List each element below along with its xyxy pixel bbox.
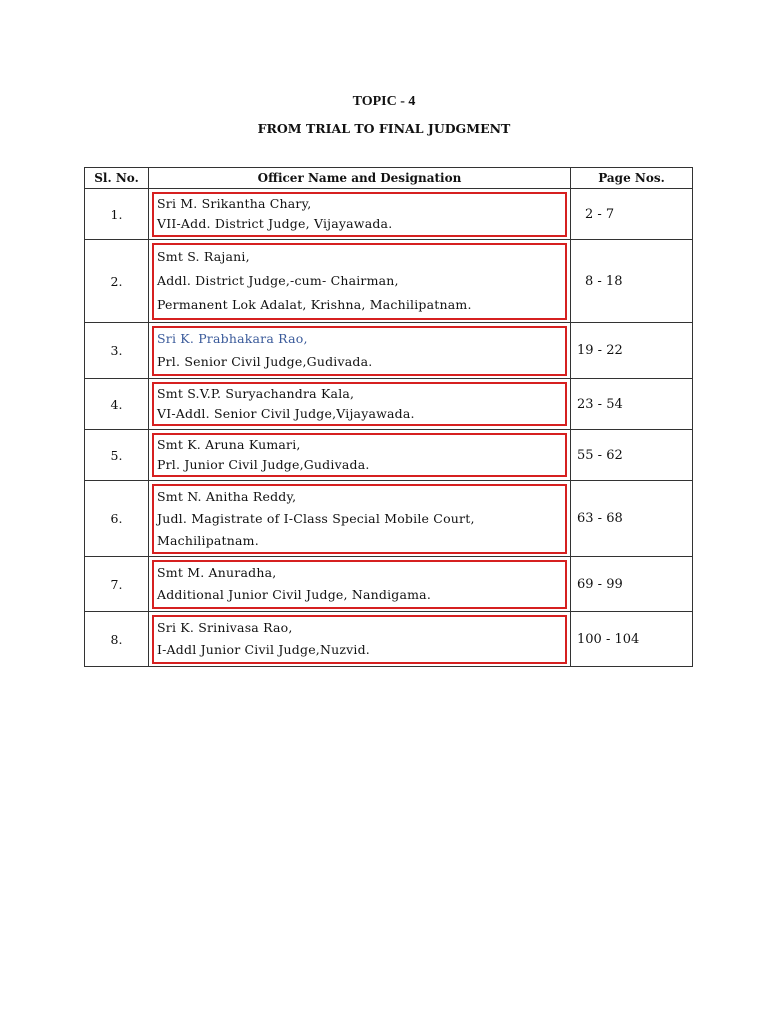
officer-designation: VII-Add. District Judge, Vijayawada. [157, 216, 393, 232]
page-numbers: 2 - 7 [571, 189, 693, 240]
officer-designation: Machilipatnam. [157, 532, 259, 548]
page-numbers: 23 - 54 [571, 379, 693, 430]
officer-name: Smt S.V.P. Suryachandra Kala, [157, 386, 355, 401]
serial-number: 1. [85, 189, 149, 240]
officer-cell [149, 240, 571, 323]
officer-cell [149, 557, 571, 612]
table-row [85, 481, 693, 557]
serial-number: 2. [85, 240, 149, 323]
serial-number: 5. [85, 430, 149, 481]
officer-name: Smt S. Rajani, [157, 248, 250, 264]
highlight-box [152, 192, 567, 237]
table-row [85, 557, 693, 612]
officer-name: Sri M. Srikantha Chary, [157, 195, 312, 211]
officer-name: Sri K. Prabhakara Rao, [157, 331, 308, 346]
officer-name: Smt M. Anuradha, [157, 564, 277, 580]
serial-number: 3. [85, 323, 149, 379]
highlight-box [152, 484, 567, 554]
page-numbers: 63 - 68 [571, 481, 693, 557]
officer-cell [149, 612, 571, 667]
officer-cell [149, 189, 571, 240]
officer-name: Sri K. Srinivasa Rao, [157, 619, 293, 635]
officer-designation: Judl. Magistrate of I-Class Special Mobile Court, [157, 510, 475, 526]
topic-heading: TOPIC - 4 [352, 94, 416, 109]
highlight-box [152, 382, 567, 426]
header-sl-no: Sl. No. [85, 168, 149, 189]
serial-number: 6. [85, 481, 149, 557]
officer-designation: Additional Junior Civil Judge, Nandigama. [157, 587, 432, 603]
highlight-box [152, 326, 567, 376]
serial-number: 8. [85, 612, 149, 667]
header-officer-name: Officer Name and Designation [149, 168, 571, 189]
officer-designation: VI-Addl. Senior Civil Judge,Vijayawada. [157, 406, 415, 421]
document-title: FROM TRIAL TO FINAL JUDGMENT [257, 121, 511, 136]
highlight-box [152, 243, 567, 320]
officer-cell [149, 430, 571, 481]
header-page-nos: Page Nos. [571, 168, 693, 189]
officer-table [84, 167, 693, 667]
officer-name: Smt N. Anitha Reddy, [157, 488, 297, 504]
page-numbers: 69 - 99 [571, 557, 693, 612]
highlight-box [152, 615, 567, 664]
page-numbers: 8 - 18 [571, 240, 693, 323]
officer-designation: Addl. District Judge,-cum- Chairman, [157, 272, 399, 288]
page-numbers: 19 - 22 [571, 323, 693, 379]
table-row [85, 323, 693, 379]
serial-number: 4. [85, 379, 149, 430]
page-numbers: 55 - 62 [571, 430, 693, 481]
table-row [85, 379, 693, 430]
officer-name: Smt K. Aruna Kumari, [157, 437, 301, 452]
serial-number: 7. [85, 557, 149, 612]
page-numbers: 100 - 104 [571, 612, 693, 667]
officer-designation: Prl. Junior Civil Judge,Gudivada. [157, 457, 370, 472]
officer-cell [149, 379, 571, 430]
officer-cell [149, 481, 571, 557]
officer-cell [149, 323, 571, 379]
highlight-box [152, 560, 567, 609]
officer-designation: Prl. Senior Civil Judge,Gudivada. [157, 354, 373, 369]
table-row [85, 240, 693, 323]
officer-designation: I-Addl Junior Civil Judge,Nuzvid. [157, 642, 370, 658]
table-row [85, 430, 693, 481]
highlight-box [152, 433, 567, 477]
table-row [85, 612, 693, 667]
table-header-row [85, 168, 693, 189]
table-row [85, 189, 693, 240]
officer-designation: Permanent Lok Adalat, Krishna, Machilipatnam. [157, 297, 472, 313]
